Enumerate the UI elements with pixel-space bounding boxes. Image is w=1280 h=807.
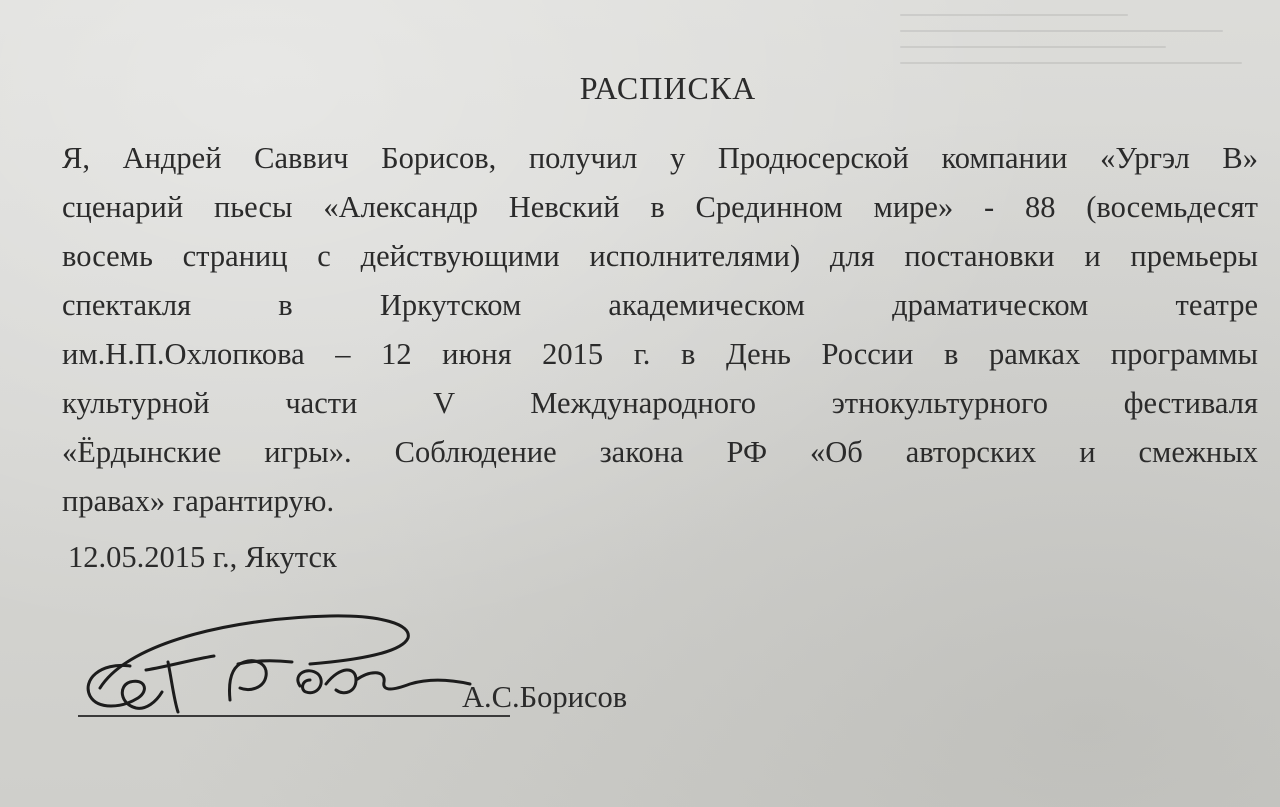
body-line: им.Н.П.Охлопкова – 12 июня 2015 г. в День России в рамках программы — [62, 337, 1258, 371]
document-body — [62, 134, 1258, 526]
signature-line — [78, 715, 510, 717]
body-line: правах» гарантирую. — [62, 484, 335, 518]
body-line: культурной части V Международного этнокультурного фестиваля — [62, 386, 1258, 420]
signatory-name: А.С.Борисов — [462, 680, 628, 714]
signature-block — [60, 600, 680, 740]
body-line: «Ёрдынские игры». Соблюдение закона РФ «Об авторских и смежных — [62, 435, 1258, 469]
document-title: РАСПИСКА — [579, 70, 757, 106]
date-place: 12.05.2015 г., Якутск — [68, 540, 337, 574]
body-line: восемь страниц с действующими исполнителями) для постановки и премьеры — [62, 239, 1258, 273]
body-line: спектакля в Иркутском академическом драматическом театре — [62, 288, 1258, 322]
handwritten-signature — [60, 600, 680, 740]
body-line: сценарий пьесы «Александр Невский в Срединном мире» - 88 (восемьдесят — [62, 190, 1258, 224]
body-line: Я, Андрей Саввич Борисов, получил у Продюсерской компании «Ургэл В» — [62, 141, 1258, 175]
